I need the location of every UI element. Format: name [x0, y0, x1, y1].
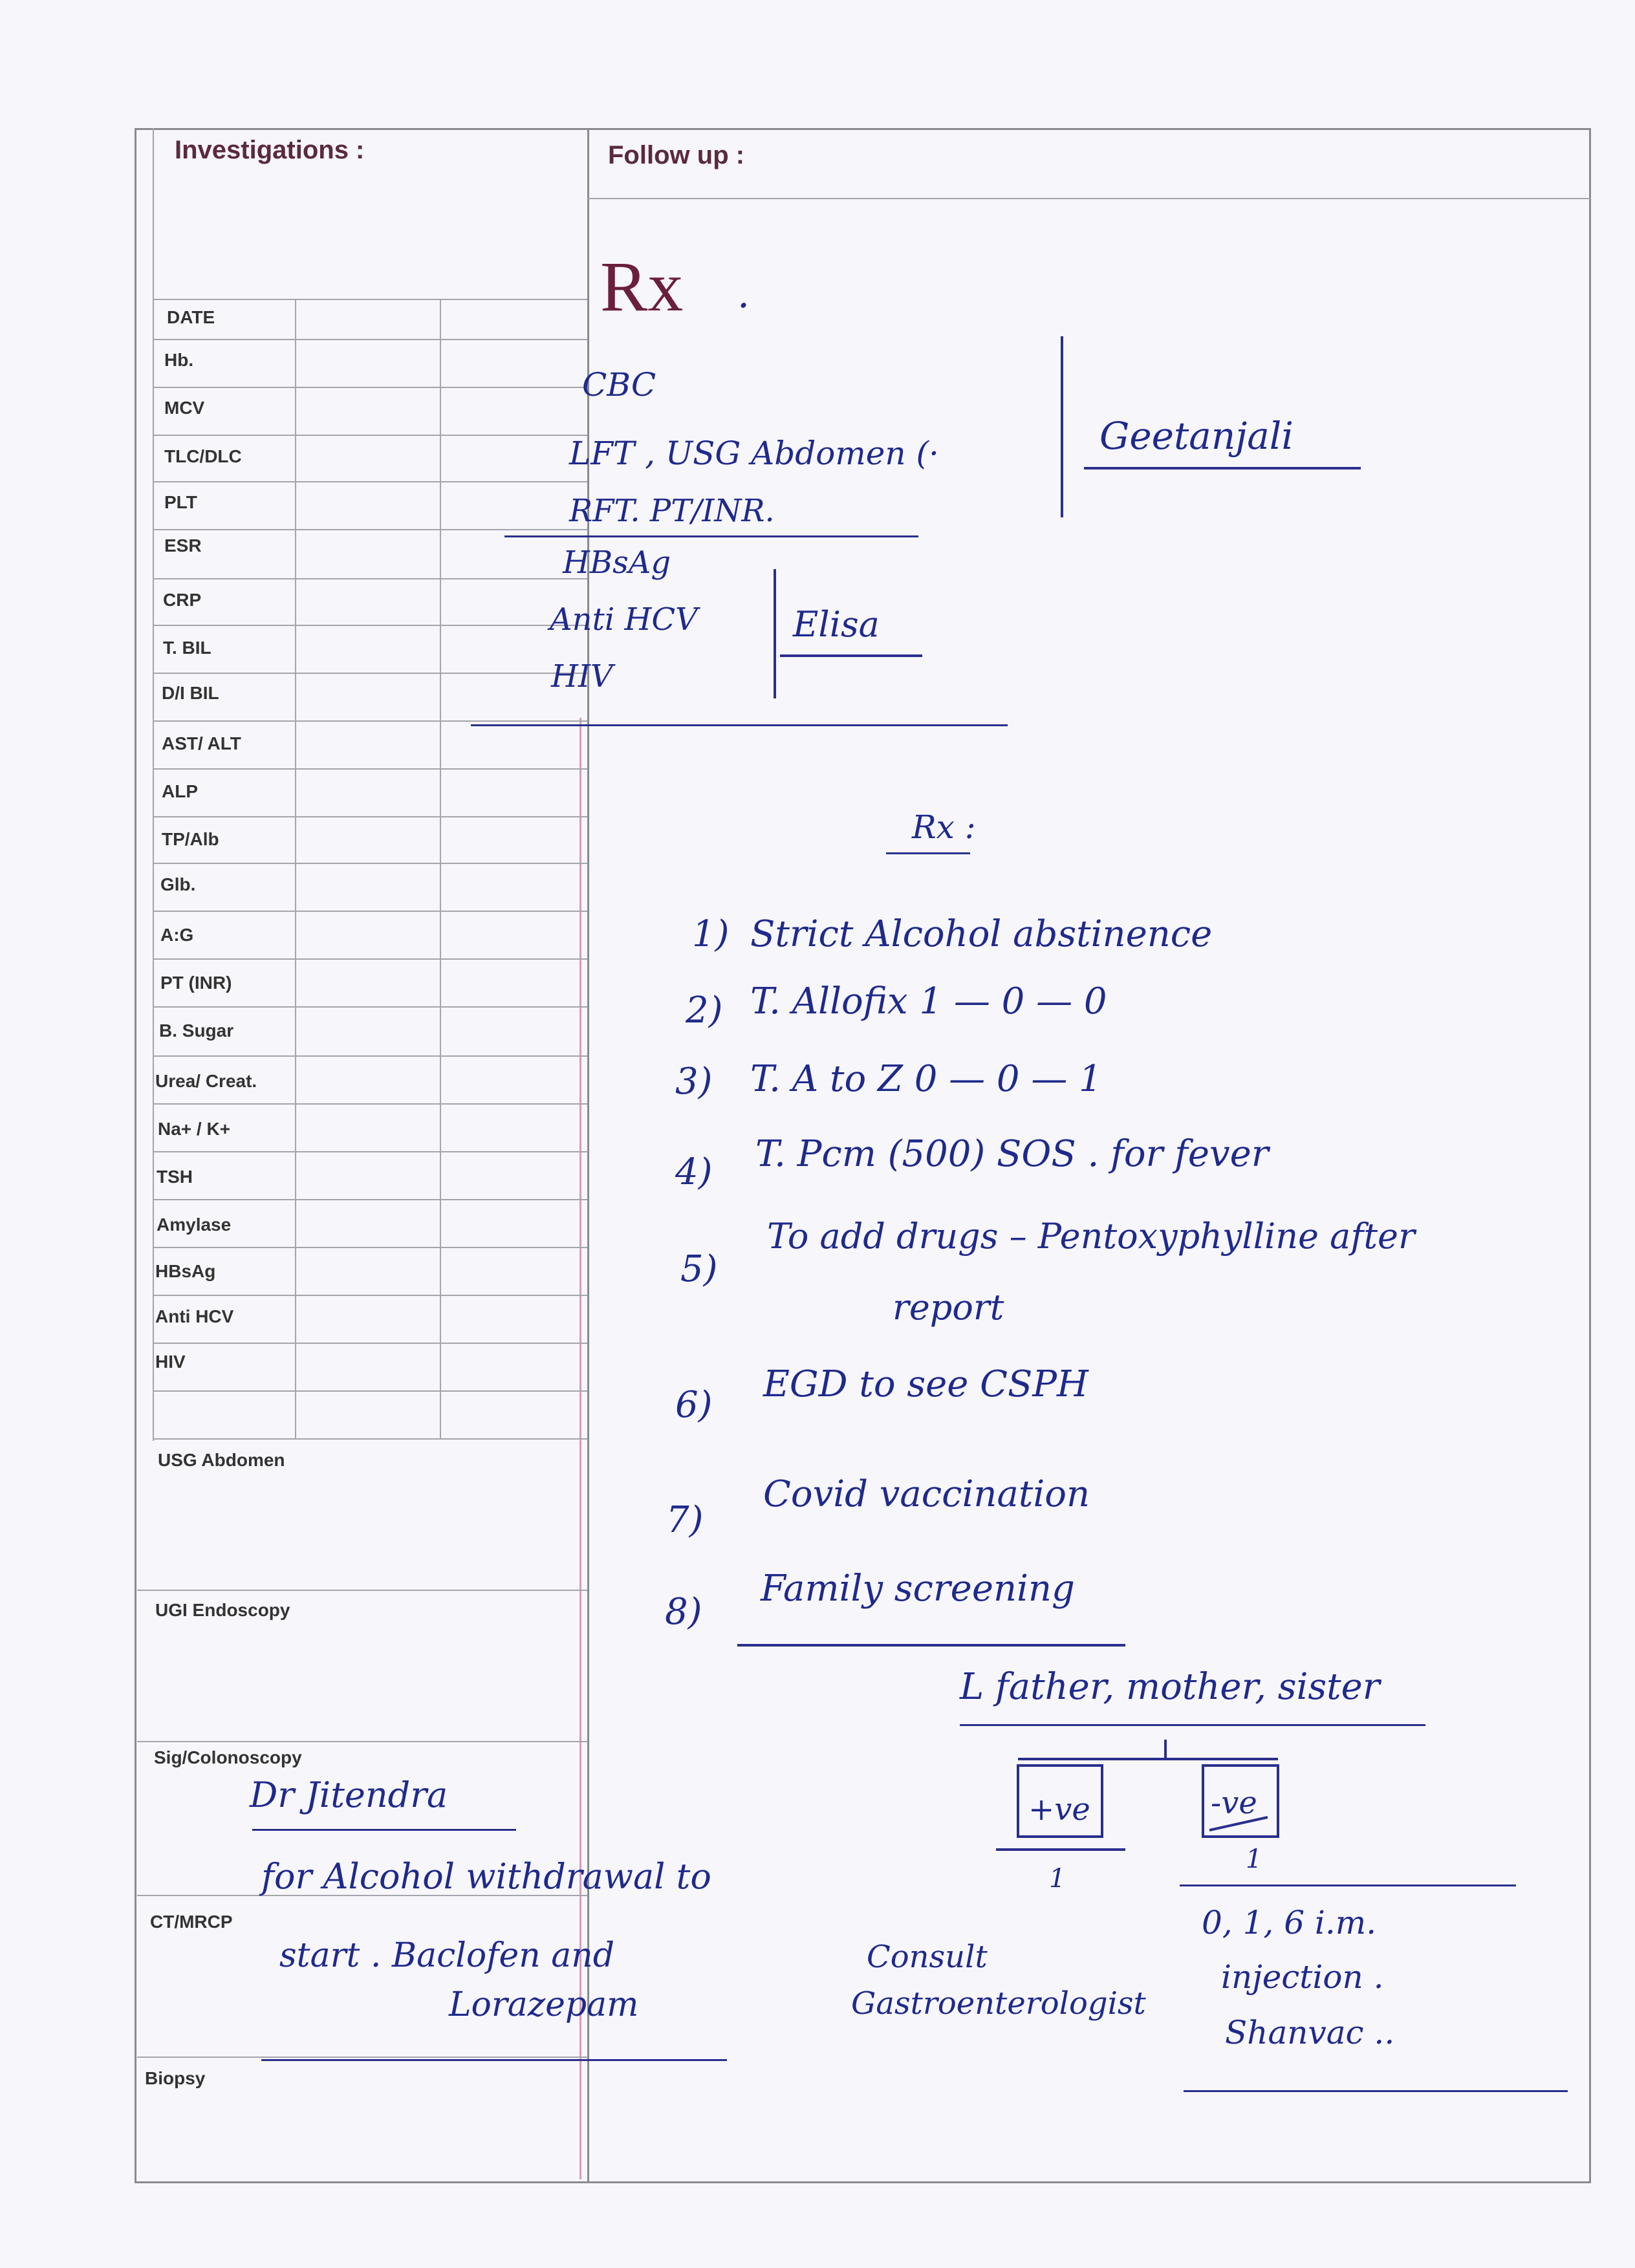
- row-label: HIV: [155, 1352, 186, 1372]
- hw-rule: [471, 724, 1008, 726]
- hw-test-lft: LFT , USG Abdomen (·: [569, 435, 939, 472]
- row-label: ALP: [162, 781, 198, 801]
- table-row-rule: [153, 1103, 587, 1105]
- hw-test-antihcv: Anti HCV: [550, 601, 698, 638]
- hw-vaccine-brand: Shanvac ..: [1225, 2014, 1395, 2051]
- hw-rule: [1180, 1885, 1516, 1886]
- hw-rule: [1184, 2090, 1568, 2092]
- section-biopsy: Biopsy: [145, 2068, 206, 2088]
- hw-test-hiv: HIV: [551, 658, 613, 695]
- row-label: HBsAg: [155, 1261, 216, 1281]
- table-row-rule: [153, 720, 587, 722]
- section-colonoscopy: Sig/Colonoscopy: [154, 1747, 302, 1767]
- hw-underline: [737, 1644, 1125, 1647]
- hw-pedigree-left: +ve: [1028, 1791, 1090, 1828]
- row-label: DATE: [167, 307, 215, 327]
- row-label: PT (INR): [160, 973, 232, 993]
- hw-underline: [780, 654, 922, 657]
- section-rule: [137, 1741, 587, 1742]
- hw-consult-specialty: Gastroenterologist: [851, 1985, 1146, 2022]
- table-row-rule: [153, 1247, 587, 1248]
- table-row-rule: [153, 673, 587, 674]
- row-label: CRP: [163, 590, 202, 610]
- hw-pedigree-right: -ve: [1211, 1785, 1257, 1821]
- row-label: Glb.: [160, 874, 196, 894]
- row-label: A:G: [160, 925, 194, 945]
- section-usg-abdomen: USG Abdomen: [158, 1450, 285, 1470]
- followup-title: Follow up :: [608, 141, 745, 169]
- hw-plan-text: To add drugs – Pentoxyphylline after: [767, 1216, 1415, 1257]
- row-label: Hb.: [164, 350, 194, 370]
- hw-underline: [886, 852, 970, 854]
- table-row-rule: [153, 1055, 587, 1057]
- hw-test-hbsag: HBsAg: [563, 545, 671, 581]
- row-label: D/I BIL: [162, 683, 219, 703]
- hw-plan-text: Covid vaccination: [763, 1473, 1090, 1515]
- table-row-rule: [153, 1151, 587, 1152]
- section-ugi-endoscopy: UGI Endoscopy: [155, 1600, 290, 1620]
- row-label: Na+ / K+: [158, 1119, 231, 1139]
- hw-plan-num: 3): [675, 1061, 713, 1103]
- table-row-rule: [153, 1343, 587, 1344]
- hw-plan-num: 1): [692, 913, 730, 955]
- table-row-rule: [153, 435, 587, 436]
- table-row-rule: [153, 816, 587, 817]
- row-label: TP/Alb: [162, 829, 219, 849]
- table-row-rule: [153, 1390, 587, 1392]
- investigations-title: Investigations :: [175, 136, 365, 164]
- row-label: Amylase: [157, 1215, 232, 1235]
- rx-symbol: Rx: [600, 247, 684, 326]
- table-col-rule: [440, 299, 441, 1438]
- table-row-rule: [153, 481, 587, 482]
- hw-rx-heading: Rx :: [912, 808, 976, 846]
- row-label: Urea/ Creat.: [155, 1071, 257, 1091]
- section-rule: [137, 1590, 587, 1591]
- hw-test-cbc: CBC: [582, 366, 656, 404]
- hw-plan-text: EGD to see CSPH: [763, 1363, 1088, 1405]
- hw-underline: [1084, 467, 1361, 470]
- table-row-rule: [153, 911, 587, 912]
- hw-plan-text: T. Pcm (500) SOS . for fever: [755, 1133, 1269, 1175]
- table-row-rule: [153, 625, 587, 626]
- hw-plan-num: 8): [665, 1591, 702, 1633]
- hw-withdrawal-line1: for Alcohol withdrawal to: [261, 1856, 711, 1897]
- hw-family: L father, mother, sister: [960, 1666, 1380, 1708]
- hw-consult: Consult: [867, 1939, 988, 1975]
- hw-underline: [252, 1829, 516, 1831]
- table-row-rule: [153, 339, 587, 340]
- table-row-rule: [153, 529, 587, 530]
- table-row-rule: [153, 1438, 587, 1440]
- hw-pedigree-mark: 1: [1049, 1864, 1066, 1894]
- row-label: MCV: [164, 398, 205, 418]
- row-label: ESR: [164, 535, 202, 556]
- table-row-rule: [153, 387, 587, 388]
- hw-vaccine-injection: injection .: [1221, 1958, 1384, 1996]
- hw-bracket: [774, 569, 776, 698]
- hw-plan-num: 2): [686, 989, 723, 1031]
- row-label: TSH: [157, 1167, 193, 1187]
- hw-vaccine-schedule: 0, 1, 6 i.m.: [1202, 1904, 1377, 1941]
- row-label: T. BIL: [163, 638, 211, 658]
- table-row-rule: [153, 768, 587, 770]
- hw-dot: .: [737, 272, 750, 317]
- table-row-rule: [153, 863, 587, 864]
- hw-rule: [504, 535, 918, 537]
- hw-pedigree-mark: 1: [1246, 1844, 1262, 1874]
- table-row-rule: [153, 1199, 587, 1200]
- row-label: Anti HCV: [155, 1306, 234, 1326]
- hw-plan-num: 5): [680, 1248, 718, 1290]
- hw-plan-num: 7): [666, 1499, 704, 1541]
- hw-plan-text: T. Allofix 1 — 0 — 0: [750, 980, 1107, 1022]
- hw-plan-text: Family screening: [761, 1568, 1075, 1610]
- table-row-rule: [153, 1006, 587, 1008]
- hw-withdrawal-line2: start . Baclofen and: [279, 1936, 615, 1975]
- hw-test-rft: RFT. PT/INR.: [569, 493, 775, 529]
- hw-referral: Dr Jitendra: [250, 1775, 448, 1815]
- table-col-rule: [295, 299, 296, 1438]
- hw-lab-geetanjali: Geetanjali: [1099, 414, 1294, 458]
- section-rule: [137, 2057, 587, 2058]
- section-ct-mrcp: CT/MRCP: [150, 1912, 233, 1932]
- table-row-rule: [153, 578, 587, 579]
- hw-lab-elisa: Elisa: [793, 604, 880, 645]
- hw-underline: [960, 1724, 1425, 1726]
- followup-header-rule: [587, 198, 1591, 199]
- table-row-rule: [153, 958, 587, 960]
- hw-bracket: [1061, 336, 1063, 517]
- hw-rule: [261, 2059, 727, 2061]
- hw-plan-text: report: [893, 1287, 1004, 1328]
- hw-plan-text: T. A to Z 0 — 0 — 1: [750, 1058, 1102, 1100]
- hw-plan-text: Strict Alcohol abstinence: [750, 913, 1213, 955]
- table-row-rule: [153, 299, 587, 300]
- row-label: PLT: [164, 492, 197, 512]
- row-label: TLC/DLC: [164, 446, 242, 466]
- hw-withdrawal-line3: Lorazepam: [449, 1985, 639, 2024]
- table-row-rule: [153, 1295, 587, 1296]
- table-left-edge: [153, 128, 154, 1441]
- row-label: AST/ ALT: [162, 733, 241, 753]
- row-label: B. Sugar: [159, 1021, 234, 1041]
- hw-plan-num: 4): [675, 1151, 713, 1193]
- hw-plan-num: 6): [675, 1384, 713, 1426]
